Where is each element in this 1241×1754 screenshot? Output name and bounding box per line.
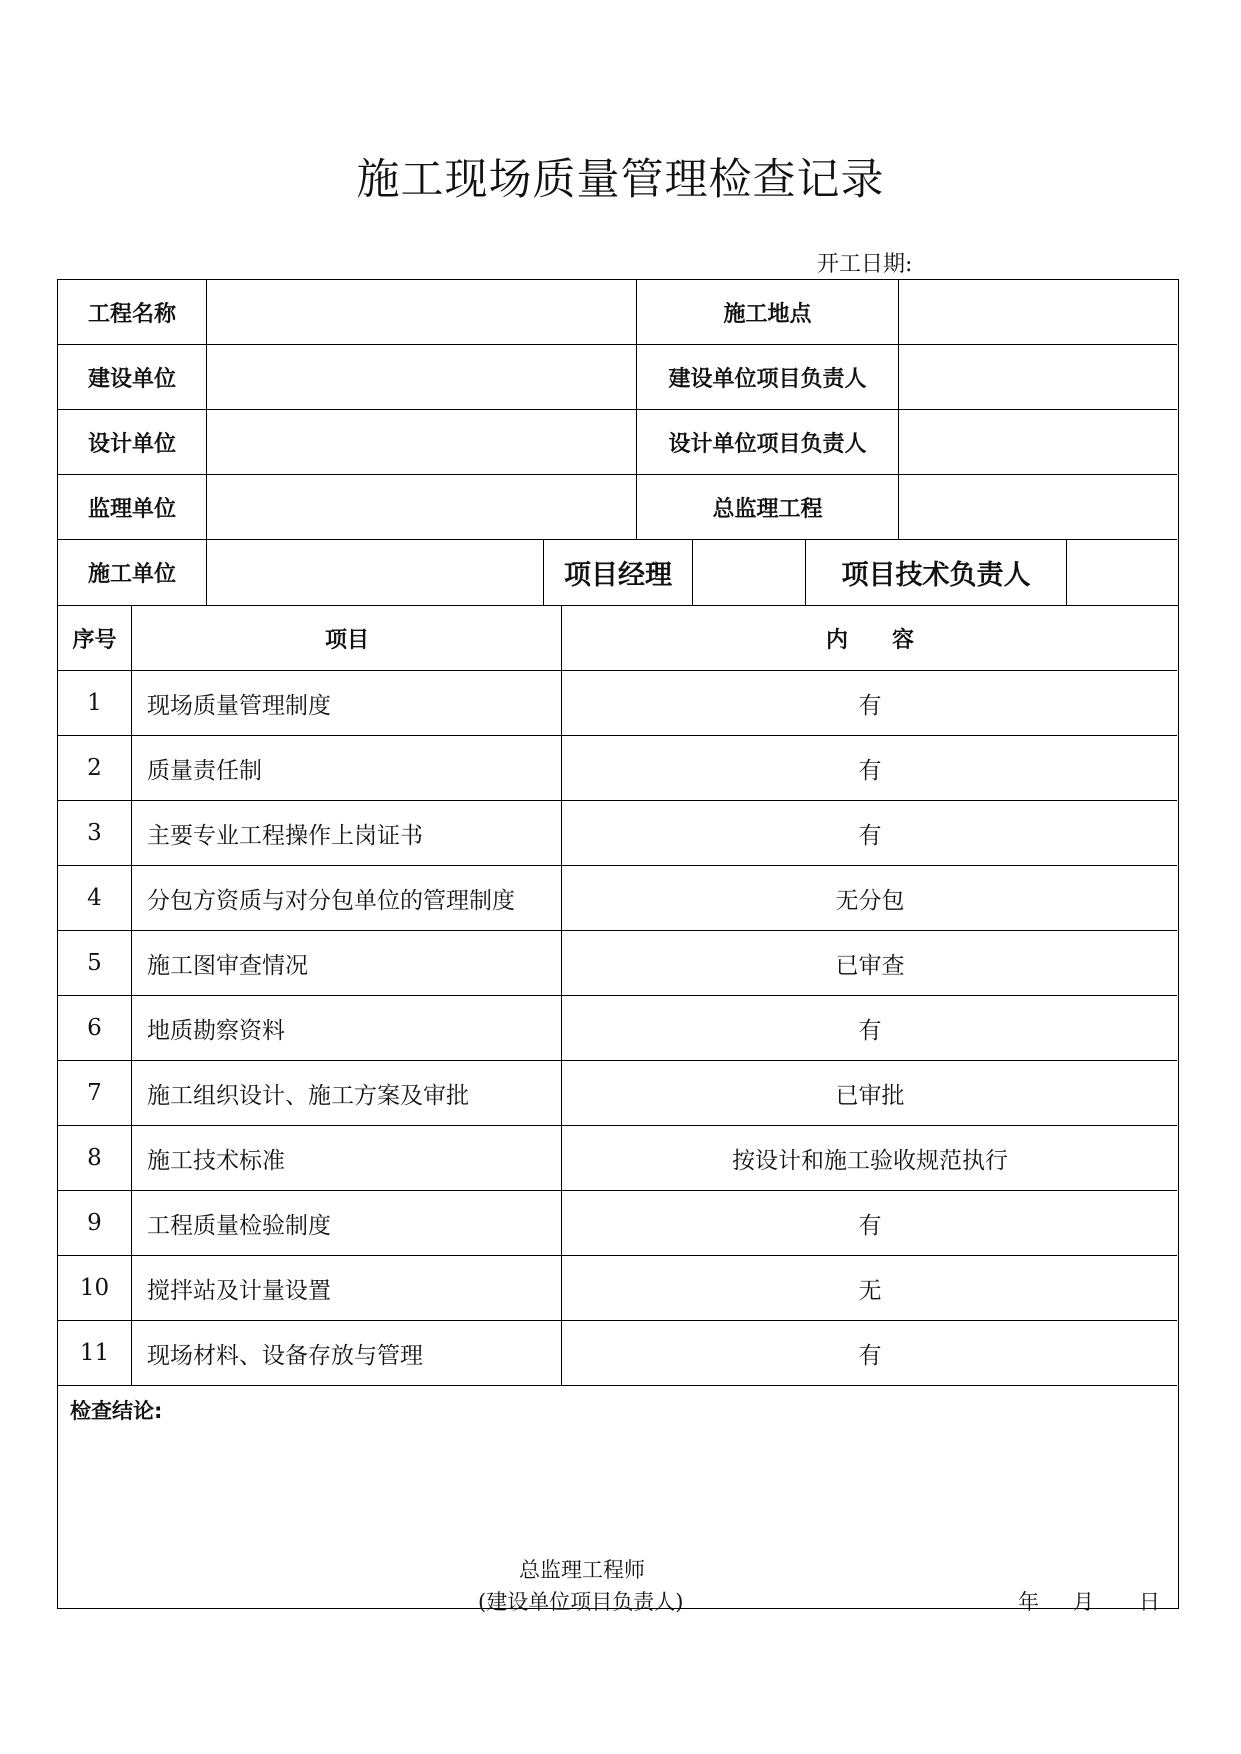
field-chief-supervision[interactable] bbox=[900, 475, 1177, 539]
table-row-content[interactable]: 有 bbox=[858, 757, 882, 784]
table-row-content[interactable]: 已审查 bbox=[835, 952, 905, 979]
signer-title: 总监理工程师 bbox=[519, 1558, 645, 1582]
field-project-manager[interactable] bbox=[694, 540, 804, 605]
table-row-no: 10 bbox=[79, 1275, 110, 1301]
table-row-item: 施工图审查情况 bbox=[147, 952, 308, 979]
sign-day: 日 bbox=[1139, 1590, 1160, 1614]
label-chief-supervision: 总监理工程 bbox=[712, 496, 823, 522]
sign-month: 月 bbox=[1073, 1590, 1094, 1614]
sign-year: 年 bbox=[1018, 1590, 1039, 1614]
checklist-col-divider bbox=[561, 606, 562, 1385]
checklist-row-divider bbox=[58, 1385, 1177, 1386]
field-design-unit-lead[interactable] bbox=[900, 410, 1177, 474]
label-project-manager: 项目经理 bbox=[564, 560, 672, 591]
table-row-content[interactable]: 有 bbox=[858, 822, 882, 849]
field-supervision-unit[interactable] bbox=[208, 475, 635, 539]
info-col-divider bbox=[206, 280, 207, 605]
table-row-content[interactable]: 无 bbox=[858, 1277, 882, 1304]
table-row-content[interactable]: 按设计和施工验收规范执行 bbox=[732, 1147, 1008, 1174]
label-technical-lead: 项目技术负责人 bbox=[841, 560, 1031, 591]
label-construction-unit: 建设单位 bbox=[87, 366, 176, 392]
checklist-table bbox=[57, 605, 1179, 1609]
table-row-content[interactable]: 已审批 bbox=[835, 1082, 905, 1109]
field-contractor[interactable] bbox=[208, 540, 542, 605]
field-construction-unit[interactable] bbox=[208, 345, 635, 409]
table-row-no: 8 bbox=[87, 1145, 102, 1171]
table-row-no: 4 bbox=[87, 885, 102, 911]
table-row-no: 2 bbox=[87, 755, 102, 781]
signer-alt-title: (建设单位项目负责人) bbox=[478, 1590, 684, 1614]
table-row-no: 5 bbox=[87, 950, 102, 976]
table-row-content[interactable]: 无分包 bbox=[835, 887, 905, 914]
table-row-item: 质量责任制 bbox=[147, 757, 262, 784]
table-row-item: 施工组织设计、施工方案及审批 bbox=[147, 1082, 469, 1109]
field-project-name[interactable] bbox=[208, 280, 635, 344]
header-item: 项目 bbox=[324, 627, 369, 653]
info-col-divider bbox=[692, 540, 693, 605]
table-row-item: 现场质量管理制度 bbox=[147, 692, 331, 719]
table-row-no: 11 bbox=[79, 1340, 110, 1366]
table-row-item: 搅拌站及计量设置 bbox=[147, 1277, 331, 1304]
info-col-divider bbox=[898, 280, 899, 540]
table-row-no: 9 bbox=[87, 1210, 102, 1236]
table-row-content[interactable]: 有 bbox=[858, 1342, 882, 1369]
table-row-no: 1 bbox=[87, 690, 102, 716]
label-project-name: 工程名称 bbox=[87, 301, 176, 327]
label-construction-site: 施工地点 bbox=[723, 301, 812, 327]
info-col-divider bbox=[1066, 540, 1067, 605]
table-row-item: 工程质量检验制度 bbox=[147, 1212, 331, 1239]
table-row-item: 施工技术标准 bbox=[147, 1147, 285, 1174]
table-row-content[interactable]: 有 bbox=[858, 1212, 882, 1239]
field-construction-site[interactable] bbox=[900, 280, 1177, 344]
header-content: 内 容 bbox=[825, 627, 914, 653]
table-row-item: 现场材料、设备存放与管理 bbox=[147, 1342, 423, 1369]
label-contractor: 施工单位 bbox=[87, 562, 176, 587]
label-supervision-unit: 监理单位 bbox=[87, 496, 176, 522]
info-col-divider bbox=[805, 540, 806, 605]
label-design-unit: 设计单位 bbox=[87, 431, 176, 457]
info-table bbox=[57, 279, 1179, 606]
label-design-unit-lead: 设计单位项目负责人 bbox=[668, 431, 867, 457]
label-construction-unit-lead: 建设单位项目负责人 bbox=[668, 366, 867, 392]
table-row-content[interactable]: 有 bbox=[858, 692, 882, 719]
checklist-col-divider bbox=[131, 606, 132, 1385]
start-date-label: 开工日期: bbox=[817, 252, 913, 277]
table-row-no: 7 bbox=[87, 1080, 102, 1106]
table-row-item: 地质勘察资料 bbox=[147, 1017, 285, 1044]
document-title: 施工现场质量管理检查记录 bbox=[356, 155, 885, 205]
field-construction-unit-lead[interactable] bbox=[900, 345, 1177, 409]
table-row-no: 3 bbox=[87, 820, 102, 846]
table-row-no: 6 bbox=[87, 1015, 102, 1041]
table-row-item: 分包方资质与对分包单位的管理制度 bbox=[147, 887, 515, 914]
info-col-divider bbox=[543, 540, 544, 605]
table-row-item: 主要专业工程操作上岗证书 bbox=[147, 822, 423, 849]
field-technical-lead[interactable] bbox=[1068, 540, 1177, 605]
field-design-unit[interactable] bbox=[208, 410, 635, 474]
conclusion-label: 检查结论: bbox=[70, 1399, 163, 1423]
table-row-content[interactable]: 有 bbox=[858, 1017, 882, 1044]
header-no: 序号 bbox=[72, 627, 117, 653]
